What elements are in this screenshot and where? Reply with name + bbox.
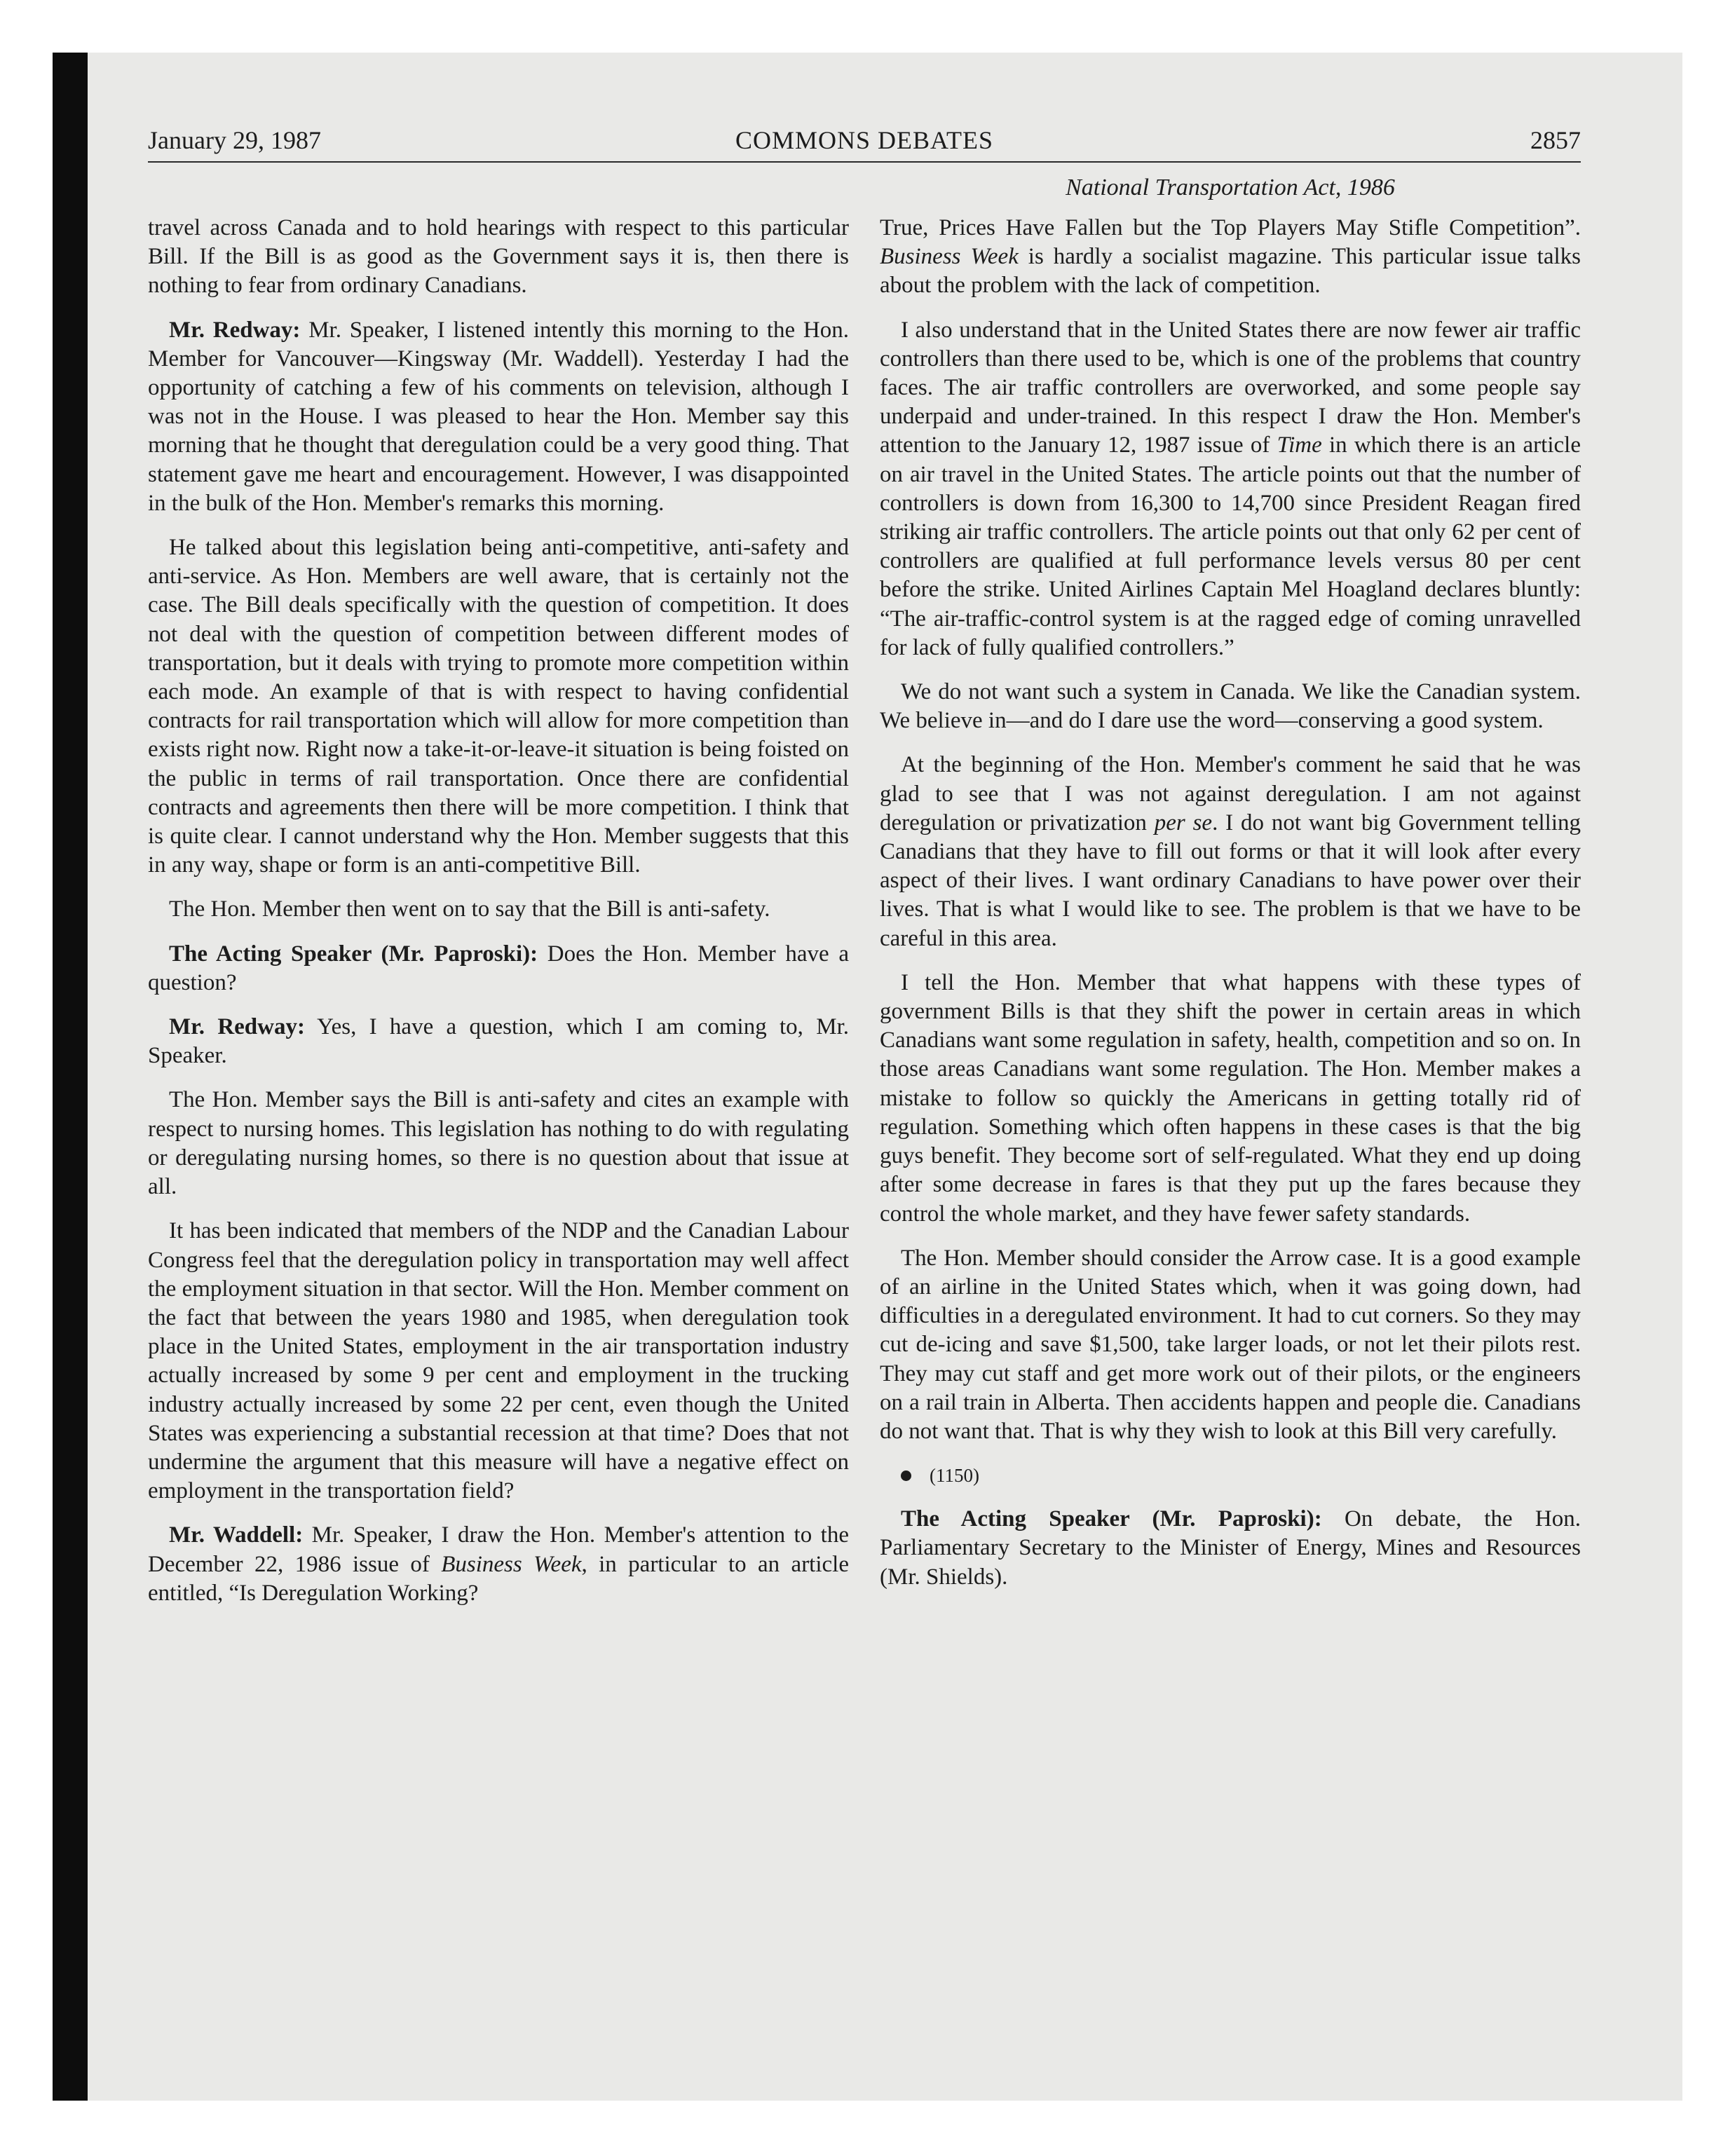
running-header [148,119,1581,163]
latin-phrase: per se [1154,810,1213,835]
speech-text: Yes, I have a question, which I am coming to, Mr. Speaker. [148,1014,849,1069]
speech-text: Mr. Speaker, I listened intently this morning to the Hon. Member for Vancouver—Kingsway (Mr. Waddell). Yesterday I had the opportunity of catching a few of his comments on television, although I was not in the House. I was pleased to hear the Hon. Member say this morning that he thought that deregulation could be a very good thing. That statement gave me heart and encouragement. However, I was disappointed in the bulk of the Hon. Member's remarks this morning. [148,317,850,516]
speaker-name: The Acting Speaker (Mr. Paproski): [901,1506,1322,1532]
paragraph [880,316,1581,662]
speech-paragraph [880,1505,1581,1592]
paragraph: The Hon. Member says the Bill is anti-safety and cites an example with respect to nursing homes. This legislation has nothing to do with regulating or deregulating nursing homes, so there is no question about that issue at all. [148,1087,849,1200]
left-column [148,214,849,1623]
paragraph: We do not want such a system in Canada. We like the Canadian system. We believe in—and do I dare use the word—conserving a good system. [880,679,1581,734]
bullet-icon [901,1471,911,1481]
paragraph-text: . I do not want big Government telling Canadians that they have to fill out forms or that it will look after every aspect of their lives. I want ordinary Canadians to have power over their lives. That is what I would like to see. The problem is that we have to be careful in this area. [880,810,1581,951]
binding-edge [53,53,88,2101]
speaker-name: Mr. Redway: [169,1014,305,1040]
page-number: 2857 [1530,126,1581,154]
paragraph-text: is hardly a socialist magazine. This particular issue talks about the problem with the lack of competition. [880,244,1581,299]
paragraph: I tell the Hon. Member that what happens with these types of government Bills is that they shift the power in certain areas in which Canadians want some regulation in safety, health, competition and so on. In those areas Canadians want some regulation. The Hon. Member makes a mistake to follow so quickly the Americans in getting totally rid of regulation. Something which often happens in these cases is that the big guys benefit. They become sort of self-regulated. What they end up doing after some decrease in fares is that they put up the fares because they control the whole market, and they have fewer safety standards. [880,969,1581,1227]
paragraph-text: I also understand that in the United States there are now fewer air traffic controllers than there used to be, which is one of the problems that country faces. The air traffic controllers are overworked, and some people say underpaid and under-trained. In this respect I draw the Hon. Member's attention to the January 12, 1987 issue of [880,317,1581,458]
speech-paragraph [148,1013,849,1070]
time-marker [880,1461,1581,1489]
paragraph-text: in which there is an article on air travel in the United States. The article points out that the number of controllers is down from 16,300 to 14,700 since President Reagan fired striking air traffic controllers. The article points out that only 62 per cent of controllers are qualified at full performance levels versus 80 per cent before the strike. United Airlines Captain Mel Hoagland declares bluntly: “The air-traffic-control system is at the ragged edge of coming unravelled for lack of fully qualified controllers.” [880,432,1581,660]
speech-text: , in particular to an article entitled, “Is Deregulation Working? [148,1551,849,1606]
speaker-name: Mr. Waddell: [169,1522,304,1548]
paragraph-text: True, Prices Have Fallen but the Top Players May Stifle Competition”. [880,215,1581,240]
time-stamp: (1150) [930,1465,979,1487]
paragraph: He talked about this legislation being anti-competitive, anti-safety and anti-service. As Hon. Members are well aware, that is certainly not the case. The Bill deals specifically with the question of competition. It does not deal with the question of competition between different modes of transportation, but it deals with trying to promote more competition within each mode. An example of that is with respect to having confidential contracts for rail transportation which will allow for more competition than exists right now. Right now a take-it-or-leave-it situation is being foisted on the public in terms of rail transportation. Once there are confidential contracts and agreements then there will be more competition. I think that is quite clear. I cannot understand why the Hon. Member suggests that this in any way, shape or form is an anti-competitive Bill. [148,535,849,878]
paragraph: It has been indicated that members of the NDP and the Canadian Labour Congress feel that the deregulation policy in transportation may well affect the employment situation in that sector. Will the Hon. Member comment on the fact that between the years 1980 and 1985, when deregulation took place in the United States, employment in the air transportation industry actually increased by some 9 per cent and employment in the trucking industry actually increased by some 22 per cent, even though the United States was experiencing a substantial recession at that time? Does that not undermine the argument that this measure will have a negative effect on employment in the transportation field? [148,1218,849,1504]
publication-title: Time [1277,432,1322,458]
section-subtitle: National Transportation Act, 1986 [1066,175,1395,200]
speaker-name: The Acting Speaker (Mr. Paproski): [169,941,538,967]
paragraph [880,751,1581,953]
paragraph: The Hon. Member should consider the Arrow case. It is a good example of an airline in the United States which, when it was going down, had difficulties in a deregulated environment. It had to cut corners. So they may cut de-icing and save $1,500, take larger loads, or not let their pilots rest. They may cut staff and get more work out of their pilots, or the engineers on a rail train in Alberta. Then accidents happen and people die. Canadians do not want that. That is why they wish to look at this Bill very carefully. [880,1245,1581,1444]
speech-paragraph [148,316,849,518]
speech-text: Mr. Speaker, I draw the Hon. Member's attention to the December 22, 1986 issue of [148,1522,849,1577]
paragraph-text: At the beginning of the Hon. Member's comment he said that he was glad to see that I was not against deregulation. I am not against deregulation or privatization [880,752,1581,835]
header-title: COMMONS DEBATES [735,126,994,154]
speech-paragraph [148,940,849,997]
paragraph: travel across Canada and to hold hearings with respect to this particular Bill. If the Bill is as good as the Government says it is, then there is nothing to fear from ordinary Canadians. [148,215,849,299]
publication-title: Business Week [880,244,1019,270]
speech-text: Does the Hon. Member have a question? [148,941,850,995]
paragraph [880,214,1581,301]
header-date: January 29, 1987 [148,126,321,154]
publication-title: Business Week [441,1551,582,1577]
speaker-name: Mr. Redway: [169,317,301,343]
speech-paragraph [148,1521,849,1608]
right-column [880,214,1581,1607]
speech-text: On debate, the Hon. Parliamentary Secretary to the Minister of Energy, Mines and Resources (Mr. Shields). [880,1506,1581,1590]
paragraph: The Hon. Member then went on to say that the Bill is anti-safety. [169,896,770,922]
